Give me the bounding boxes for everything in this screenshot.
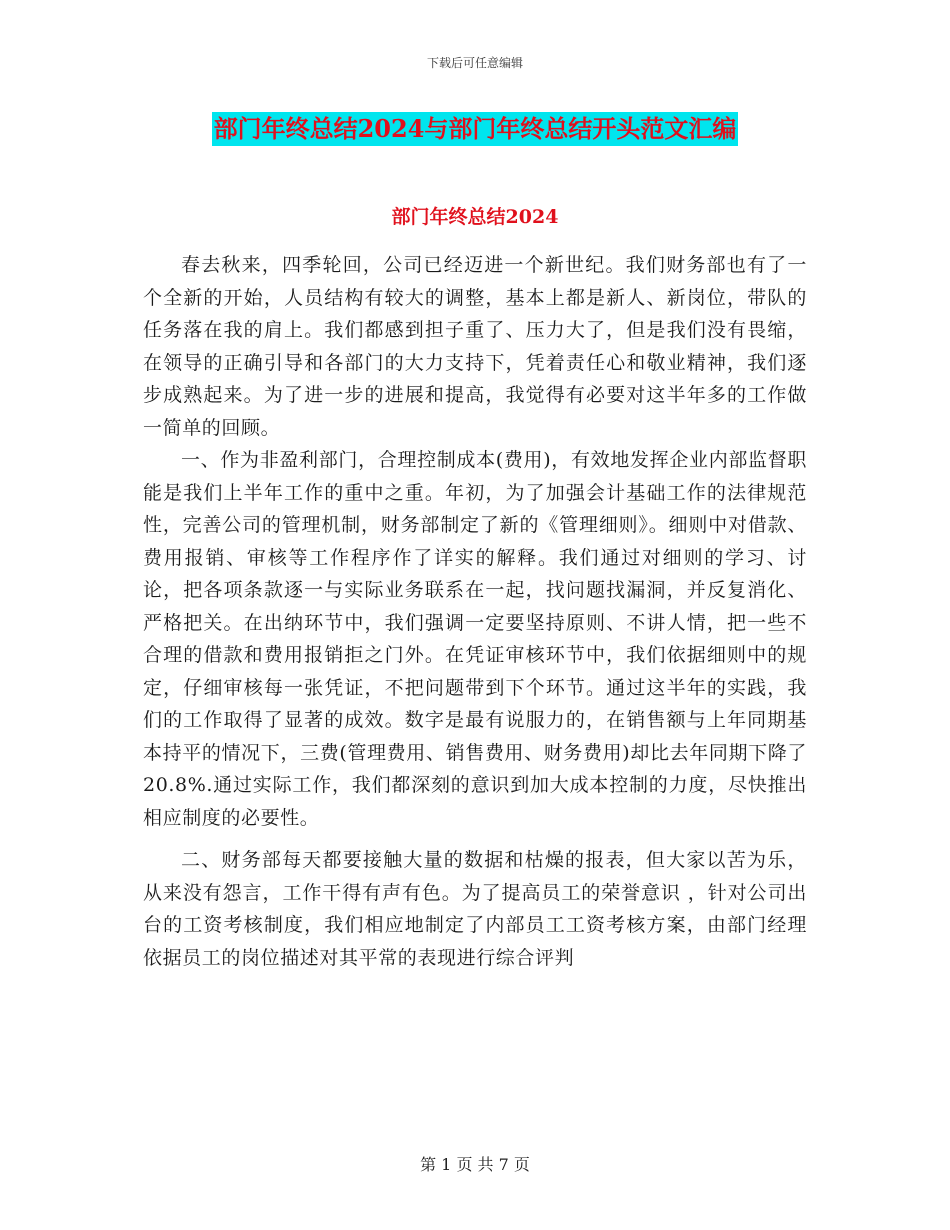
header-note: 下载后可任意编辑 (426, 56, 523, 70)
paragraph-intro: 春去秋来，四季轮回，公司已经迈进一个新世纪。我们财务部也有了一个全新的开始，人员结构有较大的调整，基本上都是新人、新岗位，带队的任务落在我的肩上。我们都感到担子重了、压力大了，但是我们没有畏缩，在领导的正确引导和各部门的大力支持下，凭着责任心和敬业精神，我们逐步成熟起来。为了进一步的进展和提高，我觉得有必要对这半年多的工作做一简单的回顾。 (143, 254, 807, 439)
section-title: 部门年终总结2024 (391, 206, 559, 228)
document-title: 部门年终总结2024与部门年终总结开头范文汇编 (212, 112, 739, 146)
paragraph-point-two: 二、财务部每天都要接触大量的数据和枯燥的报表，但大家以苦为乐，从来没有怨言，工作干得有声有色。为了提高员工的荣誉意识 ，针对公司出台的工资考核制度，我们相应地制定了内部员工工资考核方案，由部门经理依据员工的岗位描述对其平常的表现进行综合评判 (143, 849, 807, 969)
paragraph-point-one: 一、作为非盈利部门，合理控制成本(费用)，有效地发挥企业内部监督职能是我们上半年工作的重中之重。年初，为了加强会计基础工作的法律规范性，完善公司的管理机制，财务部制定了新的《管理细则》。细则中对借款、费用报销、审核等工作程序作了详实的解释。我们通过对细则的学习、讨论，把各项条款逐一与实际业务联系在一起，找问题找漏洞，并反复消化、严格把关。在出纳环节中，我们强调一定要坚持原则、不讲人情，把一些不合理的借款和费用报销拒之门外。在凭证审核环节中，我们依据细则中的规定，仔细审核每一张凭证，不把问题带到下个环节。通过这半年的实践，我们的工作取得了显著的成效。数字是最有说服力的，在销售额与上年同期基本持平的情况下，三费(管理费用、销售费用、财务费用)却比去年同期下降了20.8%.通过实际工作，我们都深刻的意识到加大成本控制的力度，尽快推出相应制度的必要性。 (143, 449, 807, 829)
page-number-footer: 第 1 页 共 7 页 (420, 1155, 530, 1174)
document-title-container (0, 112, 950, 146)
document-body (143, 249, 807, 974)
